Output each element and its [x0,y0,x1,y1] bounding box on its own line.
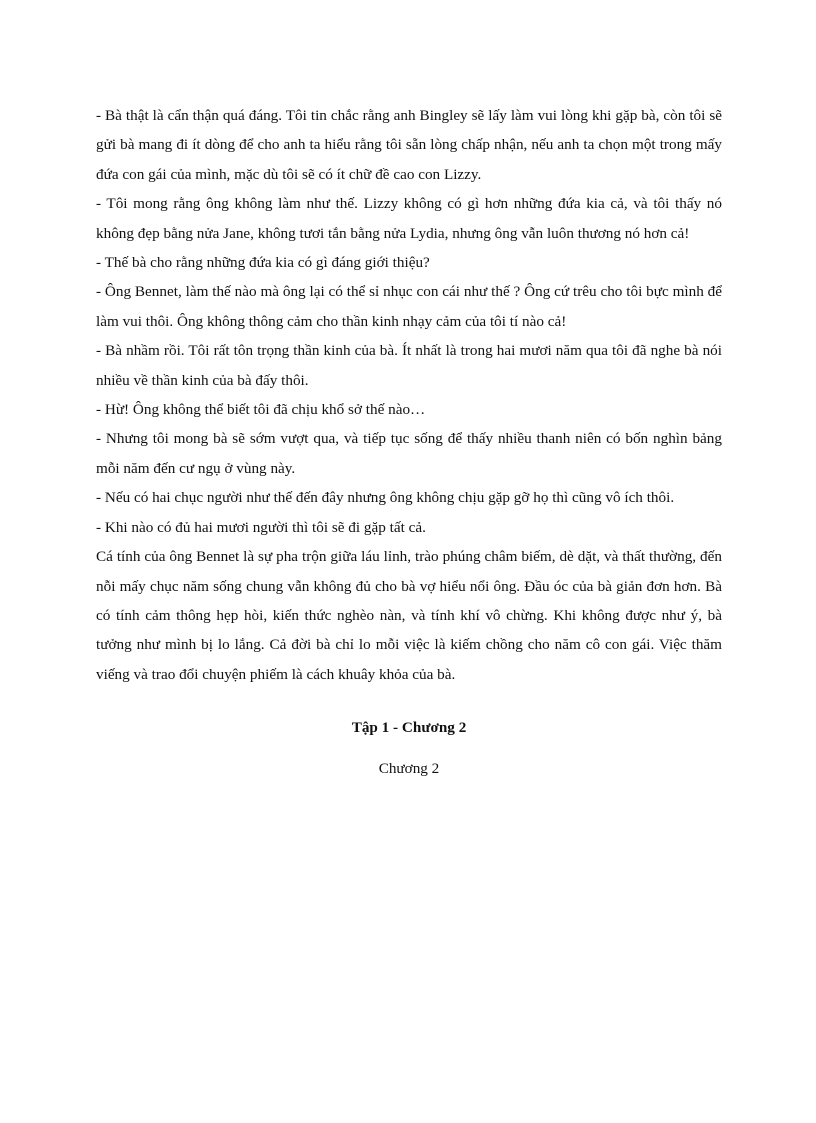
paragraph: - Hừ! Ông không thể biết tôi đã chịu khổ sở thế nào… [96,401,426,419]
paragraph: - Khi nào có đủ hai mươi người thì tôi sẽ đi gặp tất cả. [96,518,426,536]
paragraph: Cá tính của ông Bennet là sự pha trộn giữa láu lỉnh, trào phúng châm biếm, dè dặt, và thất thường, đến nỗi mấy chục năm sống chung vẫn không đủ cho bà vợ hiểu nổi ông. Đầu óc của bà giản đơn hơn. Bà có tính cảm thông hẹp hòi, kiến thức nghèo nàn, và tính khí vô chừng. Khi không được như ý, bà tưởng như mình bị lo lắng. Cả đời bà chỉ lo mỗi việc là kiếm chồng cho năm cô con gái. Việc thăm viếng và trao đổi chuyện phiếm là cách khuây khỏa của bà. [96,548,722,683]
paragraph: - Bà nhầm rồi. Tôi rất tôn trọng thần kinh của bà. Ít nhất là trong hai mươi năm qua tôi đã nghe bà nói nhiều về thần kinh của bà đấy thôi. [96,342,722,389]
paragraph: - Tôi mong rằng ông không làm như thế. Lizzy không có gì hơn những đứa kia cả, và tôi thấy nó không đẹp bằng nửa Jane, không tươi tắn bằng nửa Lydia, nhưng ông vẫn luôn thương nó hơn cả! [96,195,722,242]
section-heading: Tập 1 - Chương 2 [351,719,467,736]
paragraph: - Thế bà cho rằng những đứa kia có gì đáng giới thiệu? [96,254,430,272]
chapter-heading: Chương 2 [378,760,440,777]
paragraph: - Nhưng tôi mong bà sẽ sớm vượt qua, và tiếp tục sống để thấy nhiều thanh niên có bốn nghìn bảng mỗi năm đến cư ngụ ở vùng này. [96,430,722,477]
paragraph: - Ông Bennet, làm thế nào mà ông lại có thể sỉ nhục con cái như thế ? Ông cứ trêu cho tôi bực mình để làm vui thôi. Ông không thông cảm cho thần kinh nhạy cảm của tôi tí nào cả! [96,283,722,330]
paragraph: - Nếu có hai chục người như thế đến đây nhưng ông không chịu gặp gỡ họ thì cũng vô ích thôi. [96,489,675,507]
body-text [96,101,722,689]
paragraph: - Bà thật là cẩn thận quá đáng. Tôi tin chắc rằng anh Bingley sẽ lấy làm vui lòng khi gặp bà, còn tôi sẽ gửi bà mang đi ít dòng để cho anh ta hiểu rằng tôi sẵn lòng chấp nhận, nếu anh ta chọn một trong mấy đứa con gái của mình, mặc dù tôi sẽ có ít chữ đề cao con Lizzy. [96,107,722,183]
